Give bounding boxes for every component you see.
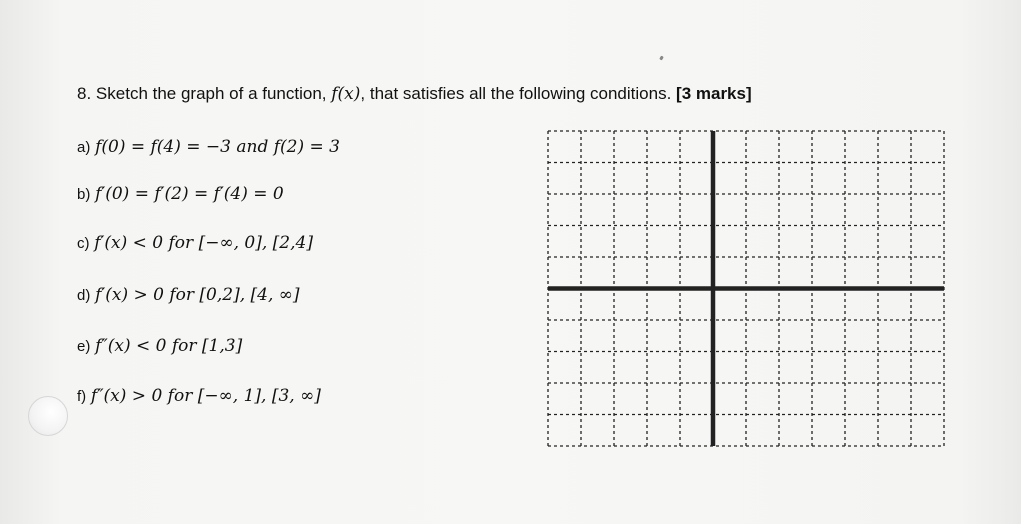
question-text-before: Sketch the graph of a function, (95, 84, 332, 103)
condition-text: f(0) = f(4) = −3 and f(2) = 3 (95, 137, 341, 157)
condition-label: d) (77, 287, 91, 304)
condition-e (77, 336, 242, 356)
condition-label: e) (77, 338, 91, 355)
question-text-after: , that satisfies all the following conditions. (360, 84, 672, 103)
question-function: f(x) (331, 84, 361, 104)
condition-label: f) (77, 388, 87, 405)
condition-f (77, 386, 321, 406)
graph-grid[interactable] (545, 128, 955, 455)
question-heading (77, 84, 752, 104)
condition-label: c) (77, 235, 90, 252)
question-marks: [3 marks] (676, 84, 752, 103)
condition-a (77, 137, 340, 157)
condition-b (77, 184, 284, 204)
question-number: 8. (77, 84, 92, 103)
condition-text: f″(x) > 0 for [−∞, 1], [3, ∞] (90, 386, 321, 406)
graph-grid-svg[interactable] (545, 128, 955, 450)
hole-punch (28, 396, 68, 436)
condition-label: b) (77, 186, 91, 203)
condition-text: f′(0) = f′(2) = f′(4) = 0 (95, 184, 284, 204)
condition-text: f′(x) < 0 for [−∞, 0], [2,4] (94, 233, 313, 253)
condition-c (77, 233, 313, 253)
condition-text: f″(x) < 0 for [1,3] (95, 336, 243, 356)
condition-d (77, 285, 300, 305)
condition-text: f′(x) > 0 for [0,2], [4, ∞] (95, 285, 300, 305)
condition-label: a) (77, 139, 91, 156)
